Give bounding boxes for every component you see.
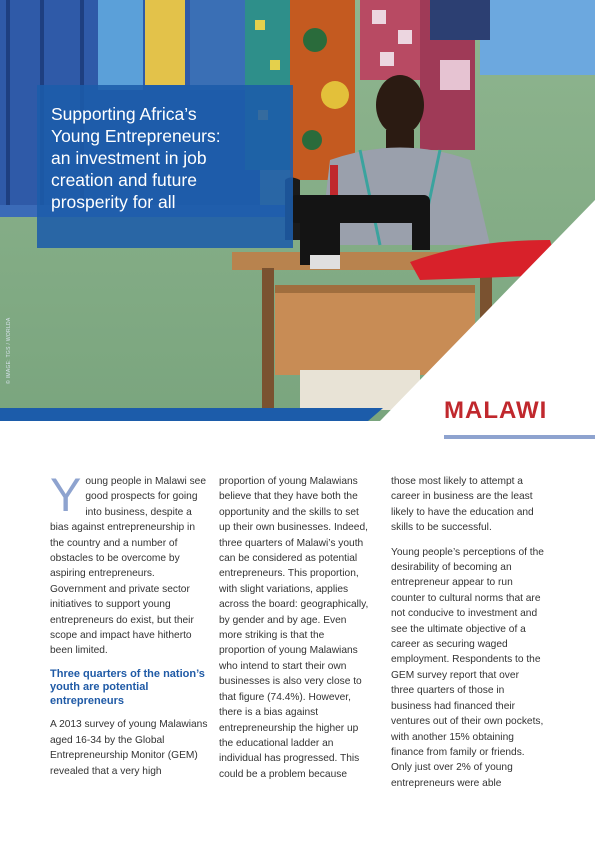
body-paragraph: those most likely to attempt a career in business are the least likely to have the education and skills to be successful. — [391, 476, 534, 534]
body-column-1 — [50, 468, 208, 788]
body-paragraph: Young people’s perceptions of the desirability of becoming an entrepreneur appear to run counter to cultural norms that are not conducive to investment and see the ultimate objective of a career as securing waged employment. Respondents to the GEM survey report that over three quarters of those in business had financed their ventures out of their own pockets, with another 15% obtaining finance from family or friends. Only just over 2% of young entrepreneurs were able — [391, 546, 544, 789]
body-column-3 — [391, 474, 544, 800]
title-box — [37, 85, 293, 248]
title-subtitle: an investment in job creation and future prosperity for all — [51, 148, 207, 212]
body-column-2 — [219, 474, 369, 791]
title-line-2: Young Entrepreneurs: — [51, 126, 221, 146]
drop-cap: Y — [50, 468, 82, 521]
photo-credit: © IMAGE: TGS / WORLDA — [6, 317, 12, 384]
intro-paragraph — [50, 468, 208, 659]
body-paragraph: proportion of young Malawians believe that they have both the opportunity and the skills to set up their own businesses. Indeed, three quarters of Malawi’s youth can be considered as potential entrepreneurs. This proportion, with slight variations, applies across the board: geographically, by gender and by age. Even more striking is that the proportion of young Malawians who intend to start their own businesses is also very close to that figure (74.4%). However, there is a bias against entrepreneurship the higher up the educational ladder an individual has progressed. This could be a problem because — [219, 476, 369, 780]
body-paragraph: A 2013 survey of young Malawians aged 16-34 by the Global Entrepreneurship Monitor (GEM) revealed that a very high — [50, 719, 208, 777]
intro-text: oung people in Malawi see good prospects for going into business, despite a bias against entrepreneurship in the country and a number of obstacles to be overcome by aspiring entrepreneurs. Government and private sector initiatives to support young entrepreneurs do exist, but their scope and impact have hitherto been limited. — [50, 476, 206, 657]
section-subheading: Three quarters of the nation’s youth are potential entrepreneurs — [50, 667, 205, 707]
country-label: MALAWI — [444, 397, 548, 424]
title-line-1: Supporting Africa’s — [51, 104, 197, 124]
country-underline — [444, 435, 595, 439]
